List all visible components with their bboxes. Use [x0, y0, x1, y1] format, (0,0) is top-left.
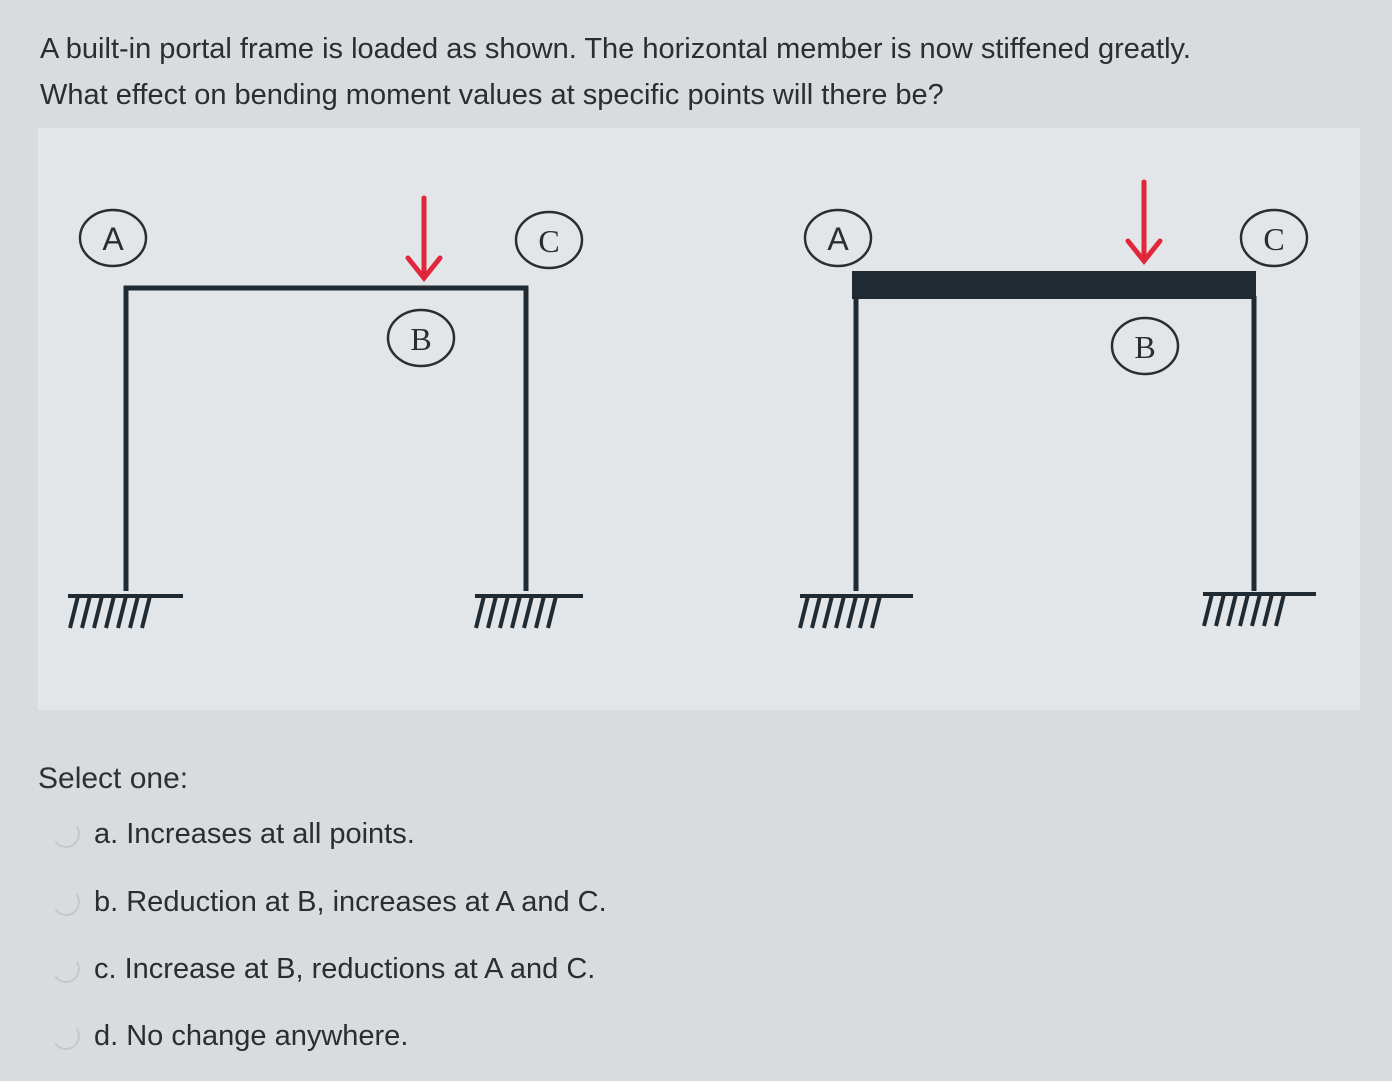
- svg-text:C: C: [538, 223, 560, 259]
- question-line-2: What effect on bending moment values at specific points will there be?: [40, 79, 944, 111]
- radio-icon[interactable]: [50, 953, 82, 985]
- right-frame-label-b: [1112, 318, 1178, 374]
- radio-icon[interactable]: [50, 886, 82, 918]
- option-b-label[interactable]: b. Reduction at B, increases at A and C.: [94, 885, 607, 918]
- right-frame-support-c: [1203, 594, 1316, 626]
- option-d-label[interactable]: d. No change anywhere.: [94, 1019, 409, 1052]
- left-frame-support-a: [68, 596, 183, 628]
- option-c[interactable]: [52, 947, 595, 991]
- right-frame-load-arrow: [1128, 182, 1160, 261]
- left-frame-support-c: [475, 596, 583, 628]
- right-frame-label-a: [805, 210, 871, 266]
- option-a[interactable]: [52, 812, 415, 856]
- option-b[interactable]: [52, 880, 607, 924]
- portal-frame-diagram: [38, 128, 1360, 710]
- portal-frame-figure: [38, 128, 1360, 710]
- option-d[interactable]: [52, 1014, 408, 1058]
- left-frame: [68, 198, 583, 628]
- radio-icon[interactable]: [50, 818, 82, 850]
- right-frame-support-a: [800, 596, 913, 628]
- right-frame: [800, 182, 1316, 628]
- option-a-label[interactable]: a. Increases at all points.: [94, 817, 415, 850]
- radio-icon[interactable]: [50, 1020, 82, 1052]
- left-frame-label-c: [516, 212, 582, 268]
- question-text: [40, 26, 1360, 118]
- left-frame-label-b: [388, 310, 454, 366]
- right-frame-label-c: [1241, 210, 1307, 266]
- left-frame-load-arrow: [408, 198, 440, 278]
- svg-text:A: A: [102, 221, 124, 257]
- select-one-label: Select one:: [38, 762, 189, 795]
- right-frame-stiffened-beam: [852, 271, 1256, 299]
- svg-text:A: A: [827, 221, 849, 257]
- left-frame-members: [126, 288, 526, 591]
- question-line-1: A built-in portal frame is loaded as shown. The horizontal member is now stiffened greatly.: [40, 33, 1191, 65]
- left-frame-label-a: [80, 210, 146, 266]
- svg-text:B: B: [410, 321, 432, 357]
- svg-text:B: B: [1134, 329, 1156, 365]
- option-c-label[interactable]: c. Increase at B, reductions at A and C.: [94, 952, 596, 985]
- svg-text:C: C: [1263, 221, 1285, 257]
